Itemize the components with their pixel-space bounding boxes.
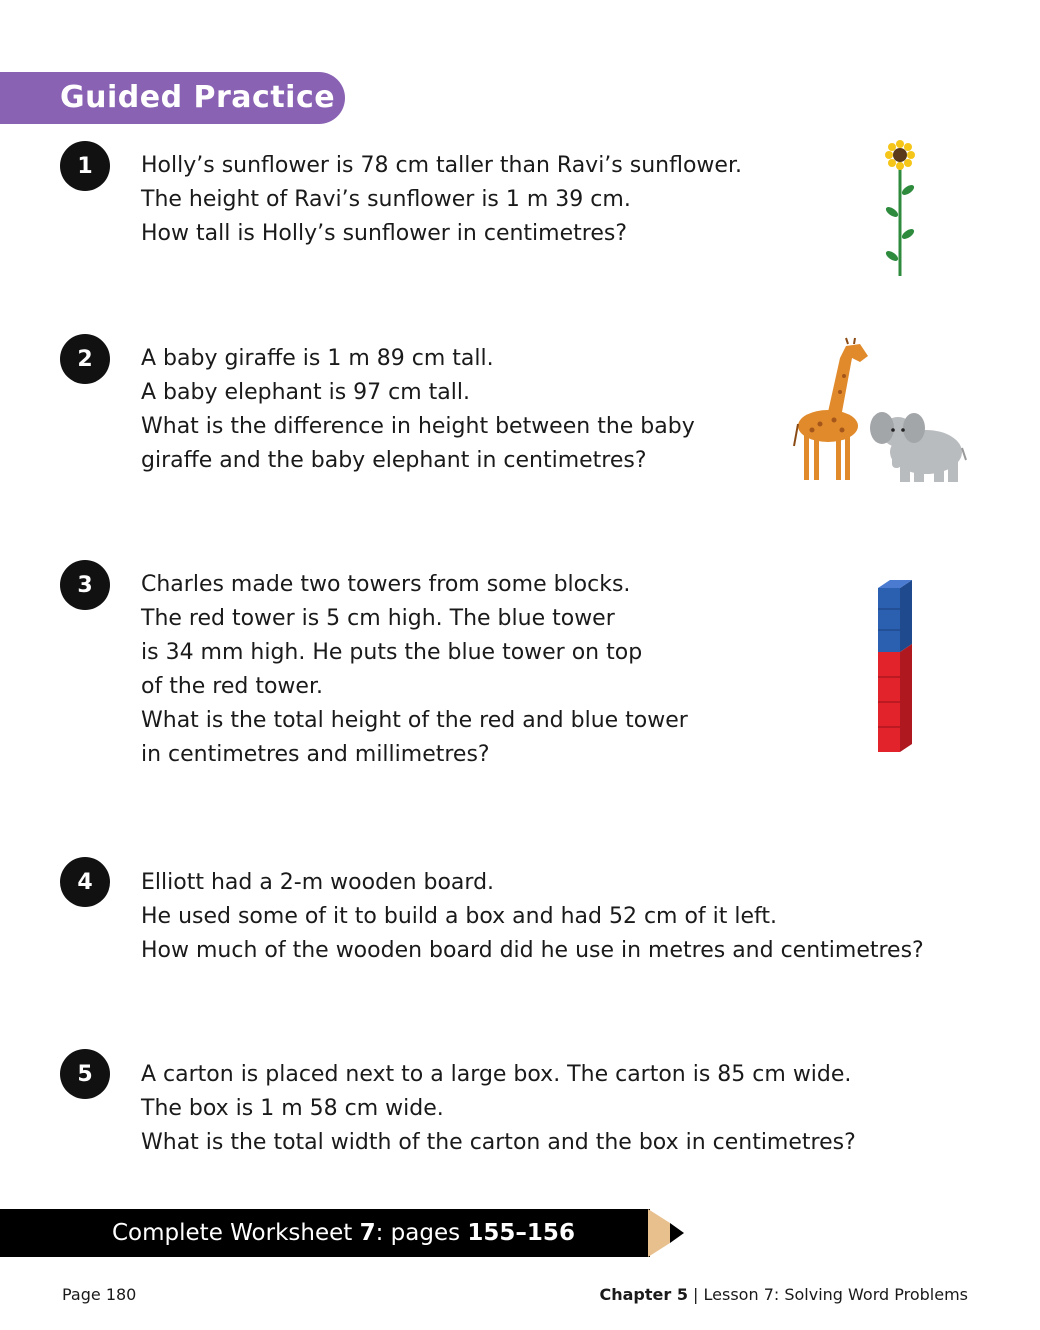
question-line: is 34 mm high. He puts the blue tower on top [141,640,643,665]
pencil-tip-icon [648,1209,688,1257]
question-1-text [141,149,742,251]
question-4-text [141,866,924,968]
giraffe-elephant-illustration [790,336,970,486]
question-line: Charles made two towers from some blocks. [141,572,631,597]
question-line: What is the difference in height between the baby [141,414,695,439]
question-line: of the red tower. [141,674,323,699]
question-3-number: 3 [60,560,110,610]
section-title: Guided Practice [60,80,336,115]
question-line: How tall is Holly’s sunflower in centimetres? [141,221,627,246]
question-line: What is the total width of the carton and the box in centimetres? [141,1130,856,1155]
question-4-number: 4 [60,857,110,907]
question-1-number: 1 [60,141,110,191]
question-line: The height of Ravi’s sunflower is 1 m 39 cm. [141,187,631,212]
question-line: A baby elephant is 97 cm tall. [141,380,471,405]
question-line: A carton is placed next to a large box. The carton is 85 cm wide. [141,1062,852,1087]
chapter-lesson-label: Chapter 5 | Lesson 7: Solving Word Problems [599,1285,968,1304]
question-3-text [141,568,688,772]
question-line: How much of the wooden board did he use in metres and centimetres? [141,938,924,963]
question-5-text [141,1058,856,1160]
sunflower-illustration [880,140,920,280]
worksheet-reference: Complete Worksheet 7: pages 155–156 [112,1220,575,1246]
question-2-number: 2 [60,334,110,384]
guided-practice-banner [0,72,345,124]
question-line: The red tower is 5 cm high. The blue tower [141,606,615,631]
block-tower-illustration [872,576,918,756]
question-5-number: 5 [60,1049,110,1099]
question-line: in centimetres and millimetres? [141,742,490,767]
question-line: A baby giraffe is 1 m 89 cm tall. [141,346,494,371]
page-number: Page 180 [62,1285,137,1304]
question-line: What is the total height of the red and blue tower [141,708,688,733]
question-2-text [141,342,695,478]
question-line: Holly’s sunflower is 78 cm taller than Ravi’s sunflower. [141,153,742,178]
question-line: The box is 1 m 58 cm wide. [141,1096,444,1121]
question-line: giraffe and the baby elephant in centimetres? [141,448,647,473]
question-line: Elliott had a 2-m wooden board. [141,870,495,895]
question-line: He used some of it to build a box and had 52 cm of it left. [141,904,778,929]
